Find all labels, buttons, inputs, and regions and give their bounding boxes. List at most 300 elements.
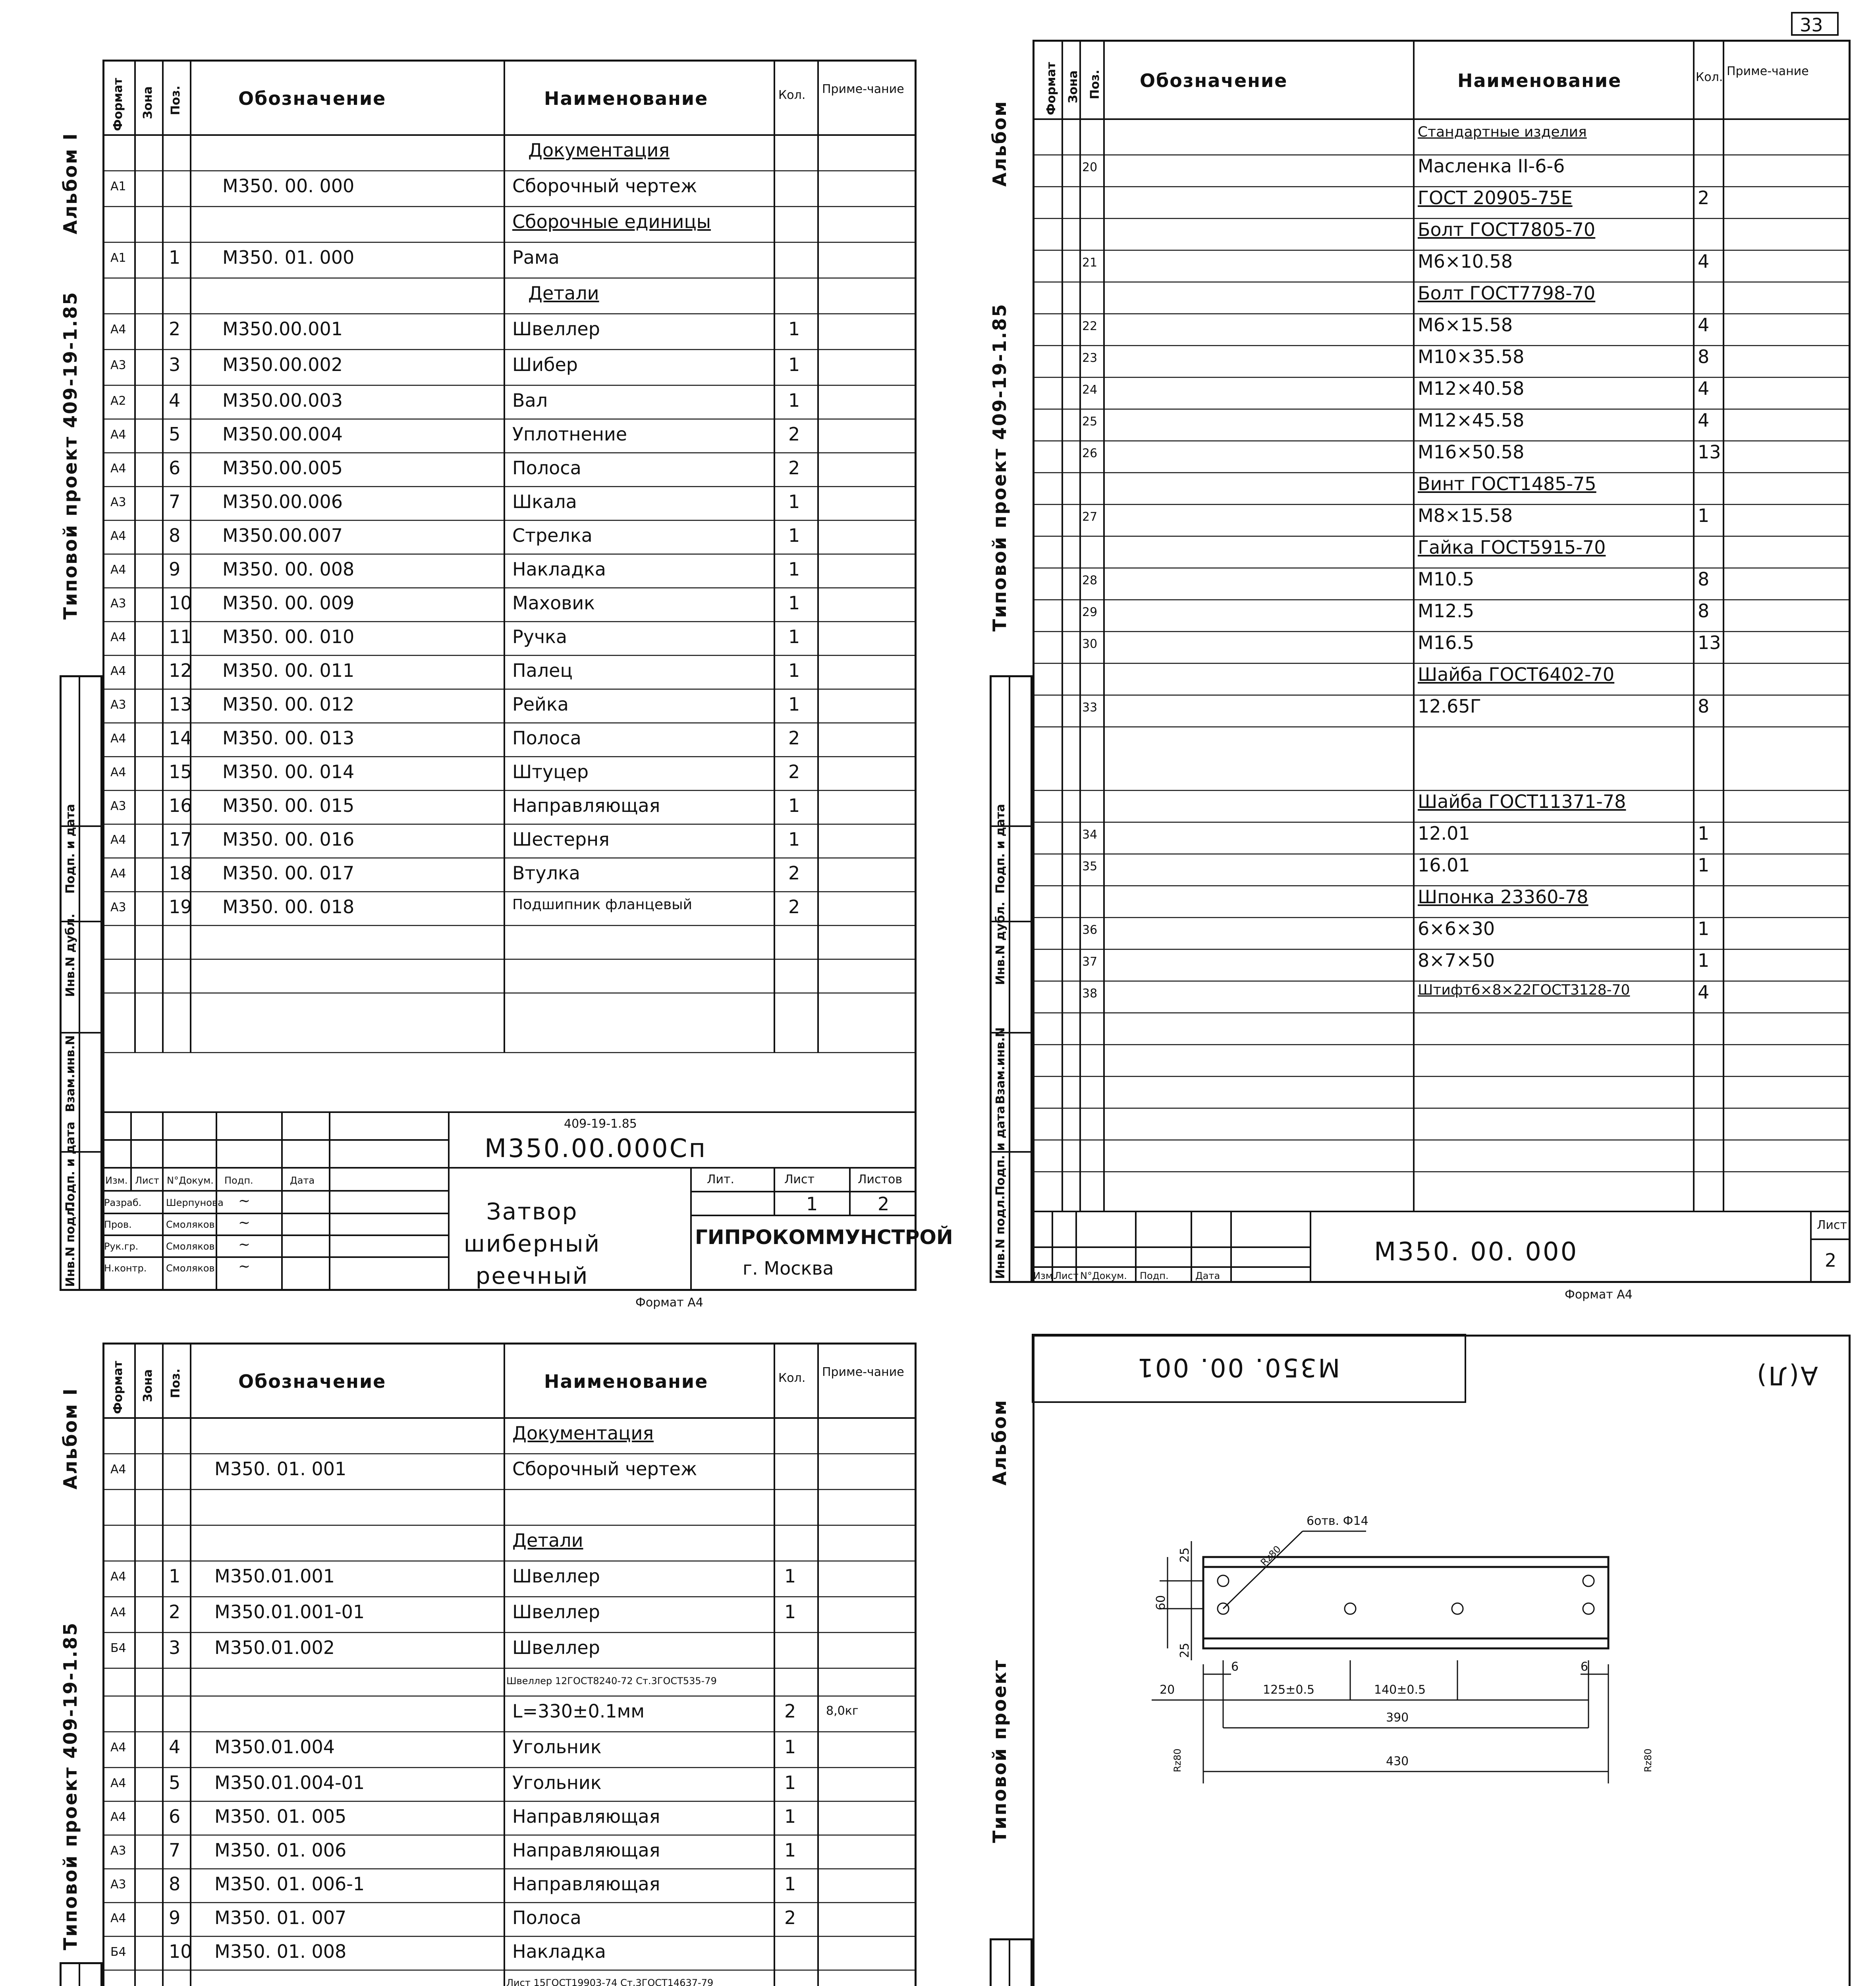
row-format: А3 [110,1878,126,1891]
row-position: 21 [1082,256,1098,270]
row-quantity: 1 [788,795,800,816]
row-position: 33 [1082,701,1098,715]
stamp-person: Смоляков [166,1241,215,1252]
strip-label-2: Подп. и дата [64,1121,77,1211]
row-designation: М350.00.003 [222,390,343,411]
row-format: А4 [110,462,126,475]
col-header-note: Приме-чание [1727,64,1809,78]
stamp-doc-code: М350. 00. 000 [1374,1237,1579,1267]
stamp-col-izm: Изм. [1033,1270,1056,1281]
side-album-label: Альбом I [60,1387,81,1490]
row-position: 4 [169,1736,181,1758]
sheet4-drawing [945,1319,1876,1986]
col-header-format: Формат [1044,62,1058,115]
row-name: L=330±0.1мм [512,1700,645,1722]
row-quantity: 2 [788,423,800,445]
dim-height: 60 [1154,1595,1168,1611]
row-name: Уплотнение [512,423,627,445]
row-designation: М350.00.005 [222,457,343,479]
row-quantity: 1 [784,1736,796,1758]
row-designation: М350. 01. 007 [214,1907,347,1928]
row-name: Вал [512,390,548,411]
row-quantity: 1 [788,525,800,546]
col-header-zone: Зона [1066,70,1080,103]
stamp-role: Н.контр. [104,1263,147,1274]
strip-label-1: Инв.N подл. [994,1195,1007,1279]
row-designation: М350. 00. 018 [222,896,355,918]
row-position: 27 [1082,510,1098,524]
row-format: А4 [110,1741,126,1754]
col-header-format: Формат [111,1361,125,1414]
row-name: Угольник [512,1772,602,1793]
row-position: 29 [1082,605,1098,619]
row-format: А4 [110,428,126,442]
row-format: А4 [110,529,126,543]
row-position: 2 [169,318,181,340]
format-label: Формат А4 [1565,1288,1633,1302]
row-name: Накладка [512,558,606,580]
row-quantity: 1 [788,660,800,681]
row-format: А4 [110,630,126,644]
row-name: Стрелка [512,525,593,546]
stamp-sheets-label: Листов [858,1173,903,1186]
row-quantity: 4 [1698,981,1710,1003]
channel-view [1203,1557,1608,1648]
row-position: 26 [1082,446,1098,460]
stamp-lit-label: Лит. [707,1173,735,1186]
row-format: А4 [110,732,126,746]
stamp-col-doc: N°Докум. [167,1175,214,1186]
row-name: Стандартные изделия [1418,124,1587,140]
row-quantity: 2 [788,457,800,479]
row-position: 6 [169,457,181,479]
sheet2-grid [945,0,1876,1319]
row-designation: М350. 00. 008 [222,558,355,580]
row-designation: М350. 01. 006 [214,1839,347,1861]
row-position: 22 [1082,319,1098,333]
stamp-org: ГИПРОКОММУНСТРОЙ [695,1226,953,1249]
row-format: А4 [110,1776,126,1790]
row-format: Б4 [110,1945,126,1959]
row-name: ГОСТ 20905-75Е [1418,187,1573,209]
row-quantity: 1 [784,1565,796,1587]
row-format: А4 [110,765,126,779]
row-designation: М350. 01. 000 [222,247,355,268]
row-designation: М350.00.004 [222,423,343,445]
col-header-pos: Поз. [1088,70,1102,99]
row-name: Документация [528,139,670,161]
row-position: 18 [169,862,192,884]
row-name: Лист 15ГОСТ19903-74 Ст.3ГОСТ14637-79 [506,1977,714,1986]
row-name: Рама [512,247,560,268]
row-format: А3 [110,597,126,610]
col-header-zone: Зона [141,86,155,119]
row-name: Винт ГОСТ1485-75 [1418,473,1596,495]
strip-label-3: Взам.инв.N [994,1027,1007,1104]
row-format: А4 [110,1810,126,1824]
row-position: 36 [1082,923,1098,937]
row-name: Масленка II-6-6 [1418,155,1565,177]
col-header-name: Наименование [544,88,708,109]
row-designation: М350.01.004 [214,1736,335,1758]
dim-bottom-offset: 25 [1178,1642,1192,1658]
row-note: 8,0кг [826,1704,859,1718]
stamp-col-date: Дата [290,1175,315,1186]
col-header-pos: Поз. [169,85,183,115]
row-designation: М350.00.006 [222,491,343,512]
stamp-title: Затвор шиберный реечный [463,1198,601,1290]
row-quantity: 8 [1698,600,1710,622]
row-name: Сборочные единицы [512,211,711,232]
row-name: Ручка [512,626,567,647]
row-name: Штуцер [512,761,589,782]
row-quantity: 1 [1698,823,1710,844]
row-position: 9 [169,558,181,580]
holes-note: 6отв. Ф14 [1307,1514,1368,1528]
col-header-pos: Поз. [169,1368,183,1398]
row-designation: М350. 00. 012 [222,694,355,715]
row-name: Детали [528,282,599,304]
row-position: 6 [169,1806,181,1827]
row-quantity: 1 [784,1601,796,1623]
signature: ~ [238,1258,251,1275]
side-album-label: Альбом [989,100,1010,187]
row-name: Маховик [512,592,595,614]
page-corner-number: 33 [1791,12,1839,36]
row-name: Полоса [512,457,581,479]
row-name: М10×35.58 [1418,346,1525,367]
row-format: А2 [110,394,126,408]
roughness-mark: Rz80 [1258,1543,1283,1569]
row-quantity: 1 [784,1806,796,1827]
row-name: Втулка [512,862,580,884]
row-position: 19 [169,896,192,918]
row-quantity: 1 [788,354,800,375]
row-position: 4 [169,390,181,411]
roughness-left: Rz80 [1172,1748,1183,1772]
row-designation: М350. 00. 013 [222,727,355,749]
row-name: Сборочный чертеж [512,1458,697,1480]
row-position: 1 [169,247,181,268]
row-quantity: 1 [788,626,800,647]
dim-total: 430 [1386,1754,1409,1768]
dim-first-hole: 20 [1160,1683,1175,1697]
sheet-specification-1 [0,0,953,1319]
col-header-format: Формат [111,78,125,131]
strip-label-1: Инв.N подл. [64,1203,77,1287]
row-format: А3 [110,799,126,813]
strip-label-2: Подп. и дата [994,1105,1007,1196]
row-quantity: 13 [1698,632,1721,653]
row-designation: М350. 01. 005 [214,1806,347,1827]
row-name: Сборочный чертеж [512,175,697,197]
row-position: 38 [1082,987,1098,1001]
row-designation: М350. 00. 015 [222,795,355,816]
row-quantity: 2 [788,896,800,918]
side-album-label: Альбом I [60,132,81,234]
side-album-label: Альбом [989,1399,1010,1486]
row-position: 34 [1082,828,1098,842]
row-name: Детали [512,1530,583,1551]
signature: ~ [238,1215,251,1231]
row-position: 20 [1082,160,1098,174]
col-header-designation: Обозначение [1140,70,1288,91]
row-name: Угольник [512,1736,602,1758]
stamp-col-date: Дата [1195,1270,1220,1281]
row-name: М6×15.58 [1418,314,1513,336]
row-name: 16.01 [1418,854,1470,876]
row-quantity: 1 [788,558,800,580]
row-position: 28 [1082,574,1098,587]
dim-top-offset: 25 [1178,1547,1192,1563]
row-quantity: 1 [788,491,800,512]
row-position: 10 [169,1941,192,1962]
stamp-person: Смоляков [166,1219,215,1230]
stamp-sheets: 2 [878,1193,890,1215]
row-designation: М350. 00. 011 [222,660,355,681]
stamp-city: г. Москва [743,1258,834,1279]
row-quantity: 1 [1698,950,1710,971]
row-name: Рейка [512,694,569,715]
row-format: А3 [110,698,126,712]
strip-label-4: Инв.N дубл. [64,914,77,997]
row-position: 9 [169,1907,181,1928]
col-header-designation: Обозначение [238,1371,386,1392]
row-name: Подшипник фланцевый [512,896,693,913]
sheet-drawing-channel [945,1319,1876,1986]
roughness-right: Rz80 [1642,1748,1654,1772]
row-name: 6×6×30 [1418,918,1495,939]
row-designation: М350. 00. 016 [222,829,355,850]
col-header-qty: Кол. [778,1371,806,1385]
strip-label-4: Инв.N дубл. [994,902,1007,985]
row-name: 12.65Г [1418,695,1481,717]
row-position: 24 [1082,383,1098,397]
sheet-specification-3 [0,1319,929,1986]
stamp-person: Шерпунова [166,1197,224,1208]
row-name: М16×50.58 [1418,441,1525,463]
row-name: М12.5 [1418,600,1475,622]
dim-inner: 390 [1386,1711,1409,1725]
mirrored-doc-code: М350. 00. 001 [1136,1352,1340,1382]
row-name: М10.5 [1418,568,1475,590]
stamp-role: Разраб. [104,1197,142,1208]
row-position: 30 [1082,637,1098,651]
dim-edge-left: 6 [1231,1660,1239,1674]
stamp-col-doc: N°Докум. [1080,1270,1127,1281]
stamp-sheet: 1 [806,1193,818,1215]
row-quantity: 1 [1698,505,1710,526]
row-position: 8 [169,1873,181,1895]
col-header-name: Наименование [544,1371,708,1392]
signature: ~ [238,1236,251,1253]
row-name: Штифт6×8×22ГОСТ3128-70 [1418,982,1630,998]
row-designation: М350. 00. 009 [222,592,355,614]
row-position: 3 [169,354,181,375]
row-name: Направляющая [512,795,660,816]
row-position: 37 [1082,955,1098,969]
row-format: Б4 [110,1641,126,1655]
row-quantity: 8 [1698,346,1710,367]
row-quantity: 1 [788,390,800,411]
col-header-qty: Кол. [1696,70,1723,84]
row-format: А4 [110,1570,126,1584]
row-quantity: 1 [788,829,800,850]
row-format: А3 [110,900,126,914]
stamp-col-sign: Подп. [1140,1270,1169,1281]
stamp-doc-code: М350.00.000Сп [484,1134,707,1163]
strip-label-3: Взам.инв.N [64,1035,77,1112]
row-name: Накладка [512,1941,606,1962]
side-project-label: Типовой проект 409-19-1.85 [60,1621,81,1950]
row-position: 25 [1082,415,1098,429]
row-designation: М350.01.004-01 [214,1772,365,1793]
row-format: А4 [110,563,126,577]
strip-label-5: Подп. и дата [994,804,1007,894]
row-quantity: 2 [784,1700,796,1722]
row-quantity: 1 [788,694,800,715]
row-format: А4 [110,323,126,336]
row-name: Швеллер [512,1565,600,1587]
row-position: 8 [169,525,181,546]
row-quantity: 4 [1698,378,1710,399]
row-designation: М350. 01. 001 [214,1458,347,1480]
row-format: А1 [110,251,126,265]
row-quantity: 1 [788,592,800,614]
format-label: Формат А4 [635,1296,703,1310]
row-position: 7 [169,1839,181,1861]
row-quantity: 2 [788,727,800,749]
row-quantity: 1 [1698,918,1710,939]
stamp-col-list: Лист [1054,1270,1079,1281]
stamp-sheet-label: Лист [784,1173,815,1186]
row-quantity: 1 [784,1839,796,1861]
dim-pitch-1: 125±0.5 [1263,1683,1315,1697]
row-position: 23 [1082,351,1098,365]
row-name: Шибер [512,354,578,375]
stamp-role: Рук.гр. [104,1241,139,1252]
row-name: Палец [512,660,573,681]
row-designation: М350. 01. 006-1 [214,1873,365,1895]
row-name: М6×10.58 [1418,251,1513,272]
signature: ~ [238,1193,251,1209]
stamp-person: Смоляков [166,1263,215,1274]
row-position: 1 [169,1565,181,1587]
row-designation: М350. 00. 000 [222,175,355,197]
row-format: А4 [110,833,126,847]
row-format: А4 [110,1911,126,1925]
row-name: Шкала [512,491,577,512]
row-format: А3 [110,358,126,372]
stamp-col-izm: Изм. [105,1175,128,1186]
row-quantity: 13 [1698,441,1721,463]
stamp-col-sign: Подп. [224,1175,253,1186]
row-name: Шайба ГОСТ6402-70 [1418,664,1615,685]
row-name: Полоса [512,1907,581,1928]
row-designation: М350.01.001 [214,1565,335,1587]
row-name: Шайба ГОСТ11371-78 [1418,791,1626,812]
row-name: Швеллер [512,1637,600,1658]
dim-edge-right: 6 [1581,1660,1588,1674]
strip-label-5: Подп. и дата [64,804,77,894]
row-position: 16 [169,795,192,816]
row-designation: М350.00.007 [222,525,343,546]
row-position: 7 [169,491,181,512]
dim-pitch-2: 140±0.5 [1374,1683,1426,1697]
row-name: 8×7×50 [1418,950,1495,971]
row-name: Швеллер [512,318,600,340]
row-quantity: 2 [788,862,800,884]
row-format: А1 [110,180,126,193]
row-position: 15 [169,761,192,782]
side-project-label: Типовой проект [989,1659,1010,1843]
row-position: 13 [169,694,192,715]
row-position: 10 [169,592,192,614]
row-name: Швеллер [512,1601,600,1623]
row-name: М8×15.58 [1418,505,1513,526]
row-quantity: 8 [1698,568,1710,590]
row-designation: М350.00.002 [222,354,343,375]
sheet-specification-2 [945,0,1876,1319]
row-position: 12 [169,660,192,681]
row-quantity: 1 [784,1873,796,1895]
row-name: Документация [512,1422,654,1444]
row-quantity: 2 [788,761,800,782]
row-position: 11 [169,626,192,647]
row-position: 2 [169,1601,181,1623]
row-quantity: 1 [1698,854,1710,876]
row-quantity: 1 [784,1772,796,1793]
side-project-label: Типовой проект 409-19-1.85 [989,303,1010,632]
row-format: А3 [110,495,126,509]
row-position: 35 [1082,860,1098,873]
row-name: М12×45.58 [1418,410,1525,431]
row-quantity: 8 [1698,695,1710,717]
row-name: Направляющая [512,1873,660,1895]
stamp-sheet-label: Лист [1817,1218,1847,1232]
row-format: А4 [110,664,126,678]
row-name: М16.5 [1418,632,1475,653]
row-name: Полоса [512,727,581,749]
row-position: 17 [169,829,192,850]
row-name: Болт ГОСТ7798-70 [1418,282,1596,304]
side-project-label: Типовой проект 409-19-1.85 [60,291,81,620]
row-designation: М350.01.001-01 [214,1601,365,1623]
row-designation: М350.01.002 [214,1637,335,1658]
col-header-designation: Обозначение [238,88,386,109]
stamp-project-no: 409-19-1.85 [564,1117,637,1131]
row-quantity: 1 [788,318,800,340]
row-name: Направляющая [512,1806,660,1827]
col-header-note: Приме-чание [822,82,904,96]
row-format: А4 [110,1462,126,1476]
row-name: 12.01 [1418,823,1470,844]
col-header-qty: Кол. [778,88,806,102]
row-quantity: 4 [1698,251,1710,272]
col-header-name: Наименование [1457,70,1622,91]
stamp-sheet: 2 [1825,1250,1837,1271]
row-format: А4 [110,1605,126,1619]
row-designation: М350. 00. 010 [222,626,355,647]
view-label: А(Л) [1755,1360,1818,1390]
row-designation: М350. 00. 014 [222,761,355,782]
row-format: А3 [110,1844,126,1858]
sheet1-grid [0,0,929,1319]
row-name: М12×40.58 [1418,378,1525,399]
row-name: Направляющая [512,1839,660,1861]
row-designation: М350. 00. 017 [222,862,355,884]
row-name: Шпонка 23360-78 [1418,886,1588,908]
